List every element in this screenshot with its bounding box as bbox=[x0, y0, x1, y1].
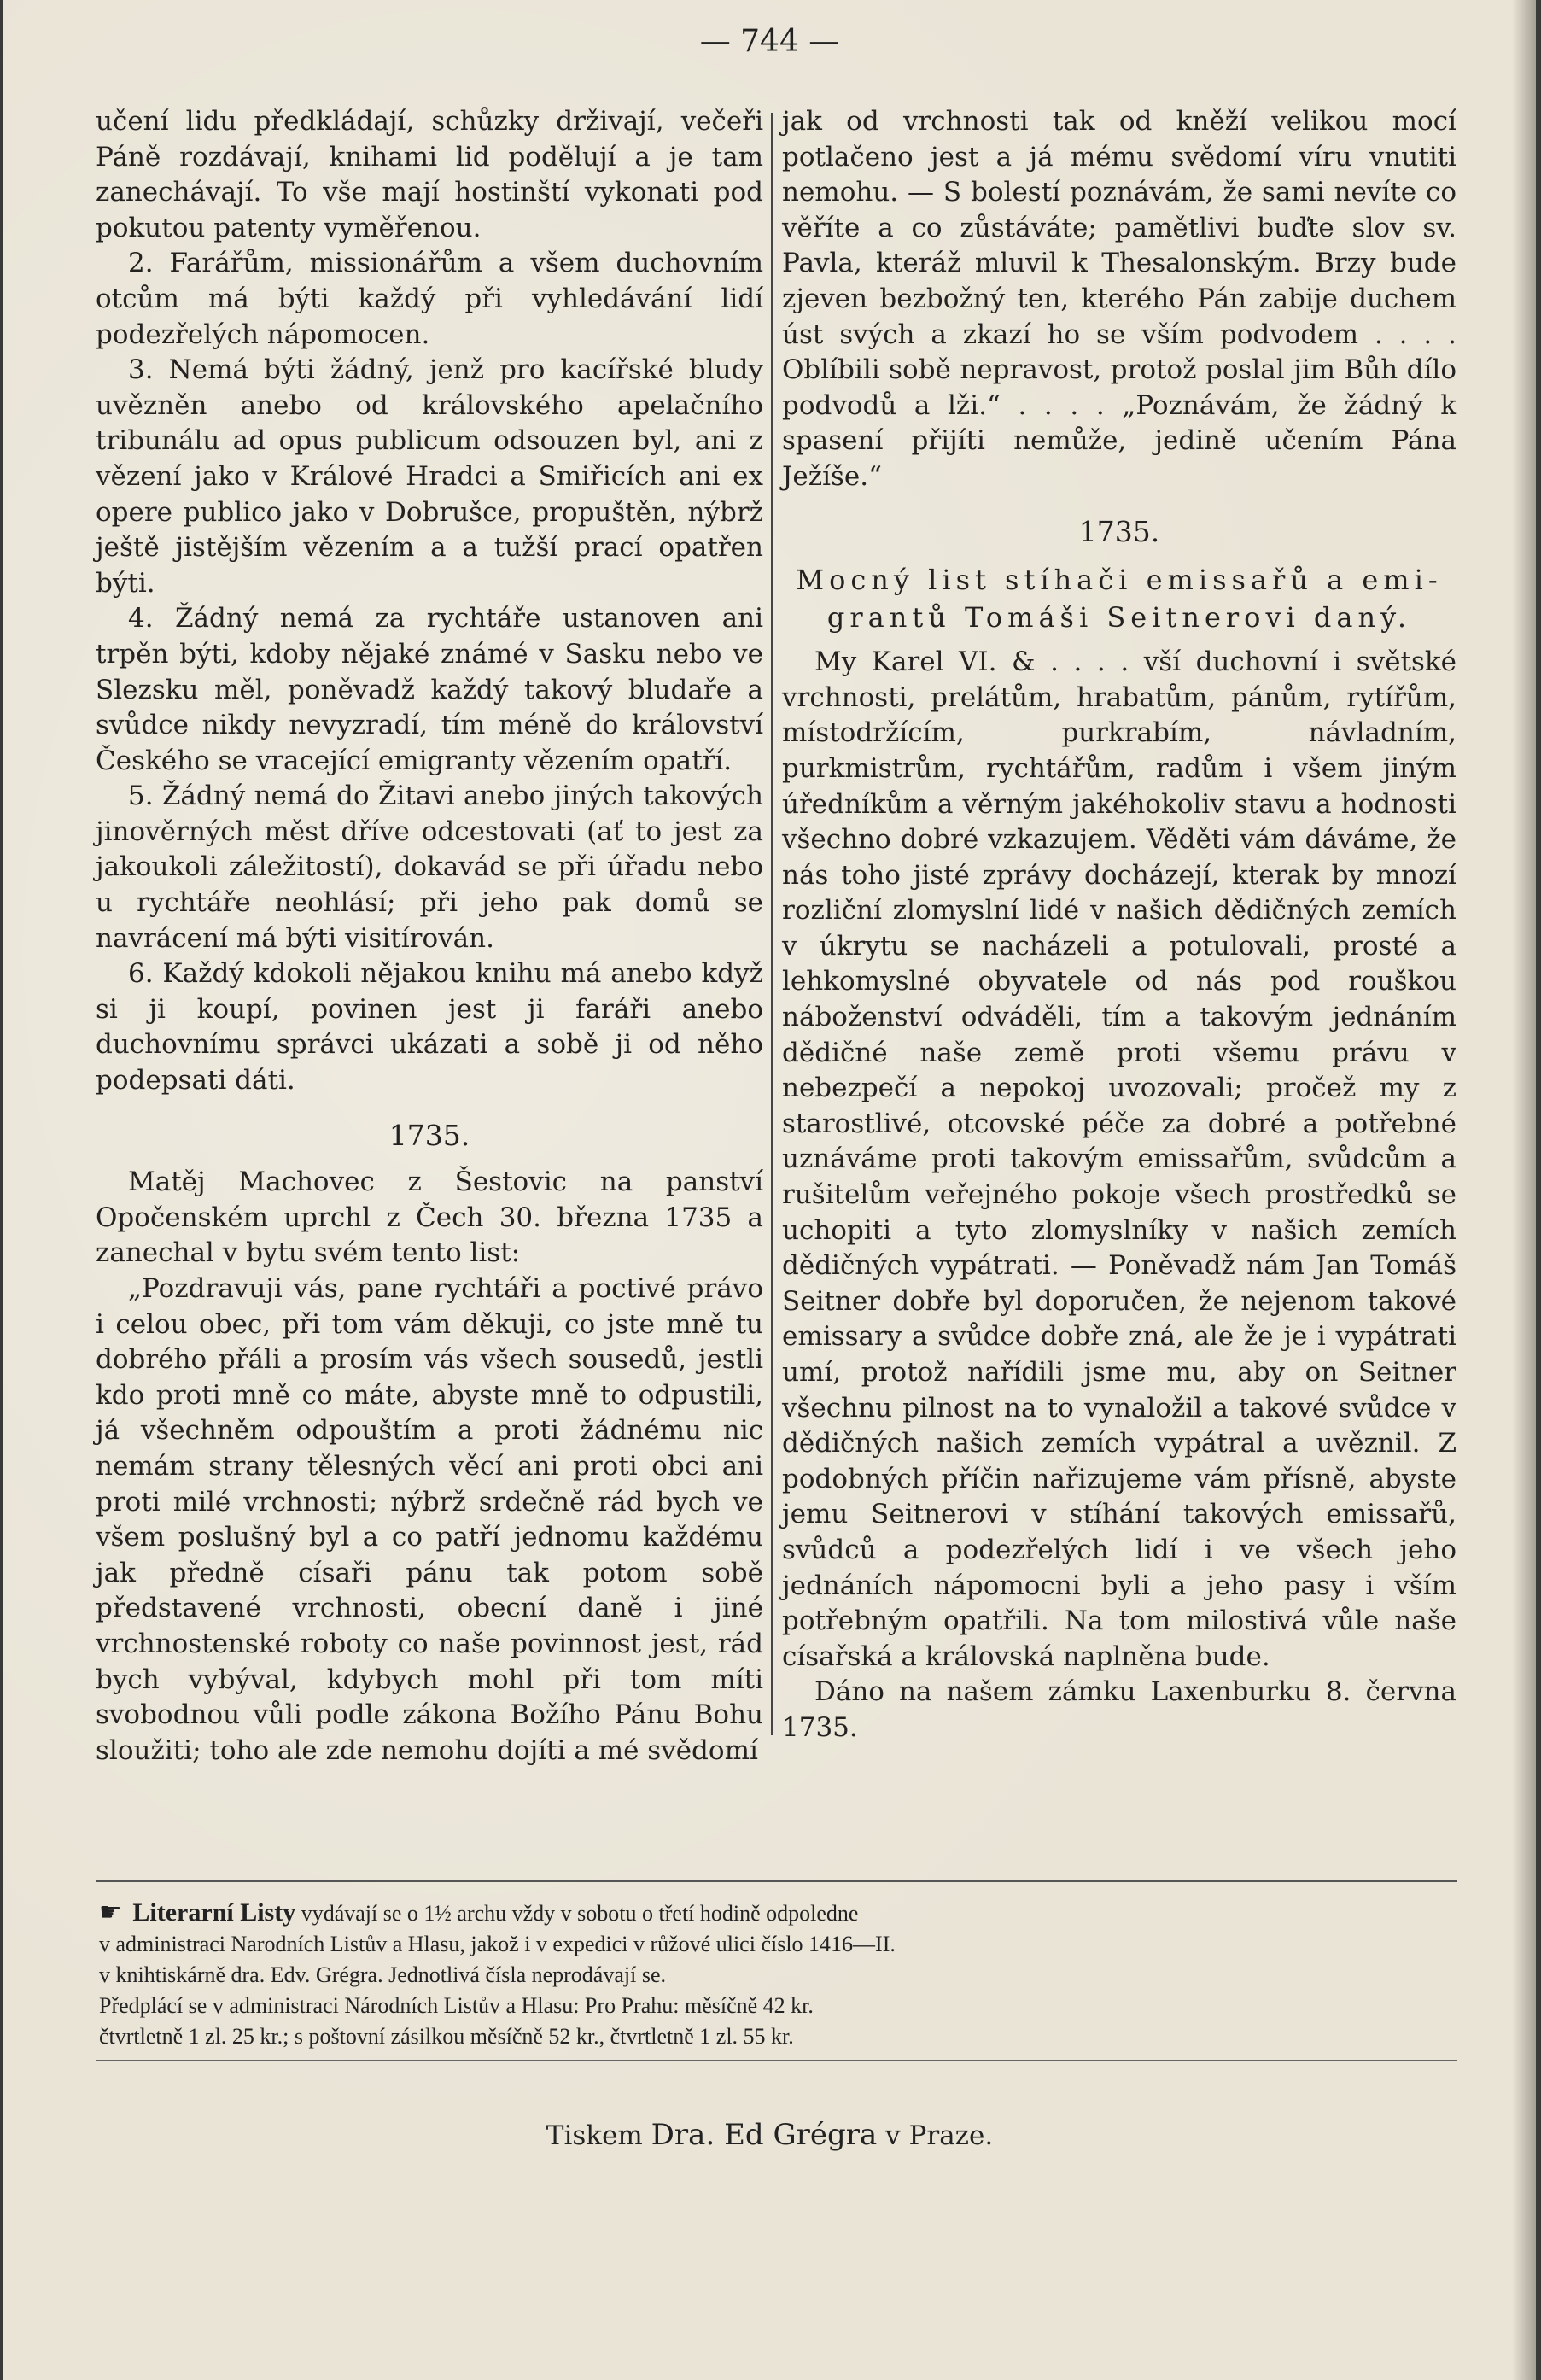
printer-prefix: Tiskem bbox=[546, 2120, 643, 2151]
footer-text-2: v administraci Narodních Listův a Hlasu, jakož i v expedici v růžové ulici číslo 1416—II. bbox=[99, 1932, 896, 1956]
footer-rule-bottom bbox=[96, 2060, 1457, 2061]
article-title bbox=[782, 561, 1456, 636]
page-header bbox=[3, 24, 1536, 59]
printer-suffix: v Praze. bbox=[885, 2120, 994, 2151]
left-paragraph-3: 3. Nemá býti žádný, jenž pro kacířské bludy uvězněn anebo od královského apelačního tribunálu ad opus publicum odsouzen byl, ani z vězení jako v Králové Hradci a Smiřicích ani ex opere publico jako v Dobrušce, propuštěn, nýbrž ještě jistějším vězením a a tužší prací opatřen býti. bbox=[96, 354, 763, 599]
journal-title: Literarní Listy bbox=[132, 1898, 296, 1927]
right-paragraph-3: Dáno na našem zámku Laxenburku 8. června 1735. bbox=[782, 1676, 1456, 1743]
column-divider bbox=[771, 113, 773, 1735]
left-paragraph-7: Matěj Machovec z Šestovic na panství Opočenském uprchl z Čech 30. března 1735 a zanechal v bytu svém tento list: bbox=[96, 1167, 763, 1269]
left-paragraph-4: 4. Žádný nemá za rychtáře ustanoven ani trpěn býti, kdoby nějaké známé v Sasku nebo ve Slezsku měl, poněvadž každý takový bludaře a svůdce nikdy nevyzradí, tím méně do království Českého se vracející emigranty vězením opatří. bbox=[96, 603, 763, 776]
footer-text-4: Předplácí se v administraci Národních Listův a Hlasu: Pro Prahu: měsíčně 42 kr. bbox=[99, 1993, 814, 2018]
right-paragraph-1: jak od vrchnosti tak od kněží velikou mocí potlačeno jest a já mému svědomí víru vnutiti nemohu. — S bolestí poznávám, že sami nevíte co věříte a co zůstáváte; pamětlivi buďte slov sv. Pavla, kteráž mluvil k Thesalonským. Brzy bude zjeven bezbožný ten, kterého Pán zabije duchem úst svých a zkazí ho se vším podvodem . . . . Oblíbili sobě nepravost, protož poslal jim Bůh dílo podvodů a lži.“ . . . . „Poznávám, že žádný k spasení přijíti nemůže, jedině učením Pána Ježíše.“ bbox=[782, 106, 1456, 492]
article-title-line-2: grantů Tomáši Seitnerovi daný. bbox=[826, 601, 1412, 634]
footer-text-1: vydávají se o 1½ archu vždy v sobotu o třetí hodině odpoledne bbox=[301, 1901, 859, 1926]
footer-line-1 bbox=[99, 1898, 1456, 1929]
page-edge-shadow bbox=[1512, 0, 1536, 2380]
right-year-heading: 1735. bbox=[1078, 514, 1160, 548]
printer-imprint bbox=[3, 2118, 1536, 2152]
footer-text-3: v knihtiskárně dra. Edv. Grégra. Jednotlivá čísla neprodávají se. bbox=[99, 1962, 666, 1987]
left-paragraph-8: „Pozdravuji vás, pane rychtáři a poctivé právo i celou obec, při tom vám děkuji, co jste mně tu dobrého přáli a prosím vás všech sousedů, jestli kdo proti mně co máte, abyste mně to odpustili, já všechněm odpouštím a proti žádnému nic nemám strany tělesných věcí ani proti obci ani proti milé vrchnosti; nýbrž srdečně rád bych ve všem poslušný byl a co patří jednomu každému jak předně císaři pánu tak potom sobě představené vrchnosti, obecní daně i jiné vrchnostenské roboty co naše povinnost jest, rád bych vybýval, kdybych mohl při tom míti svobodnou vůli podle zákona Božího Pánu Bohu sloužiti; toho ale zde nemohu dojíti a mé svědomí bbox=[96, 1273, 763, 1766]
printer-name: Dra. Ed Grégra bbox=[651, 2118, 878, 2152]
left-paragraph-5: 5. Žádný nemá do Žitavi anebo jiných takových jinověrných měst dříve odcestovati (ať to jest za jakoukoli záležitostí), dokavád se při úřadu nebo u rychtáře neohlásí; při jeho pak domů se navrácení má býti visitírován. bbox=[96, 781, 763, 954]
left-year-heading: 1735. bbox=[388, 1118, 470, 1152]
article-title-line-1: Mocný list stíhači emissařů a emi- bbox=[796, 564, 1443, 597]
page-number: — 744 — bbox=[699, 24, 840, 59]
footer-rule-top bbox=[96, 1880, 1457, 1882]
left-paragraph-2: 2. Farářům, missionářům a všem duchovním otcům má býti každý při vyhledávání lidí podezřelých nápomocen. bbox=[96, 248, 763, 350]
newspaper-page bbox=[3, 0, 1536, 2380]
right-paragraph-2: My Karel VI. & . . . . vší duchovní i světské vrchnosti, prelátům, hrabatům, pánům, rytířům, místodržícím, purkrabím, návladním, purkmistrům, rychtářům, radům i všem jiným úředníkům a věrným jakéhokoliv stavu a hodnosti všechno dobré vzkazujem. Věděti vám dáváme, že nás toho jisté zprávy docházejí, kterak by mnozí rozliční zlomyslní lidé v našich dědičných zemích v úkrytu se nacházeli a potulovali, prosté a lehkomyslné obyvatele od nás pod rouškou náboženství odváděli, tím a takovým jednáním dědičné naše země proti všemu právu v nebezpečí a nepokoj uvozovali; pročež my z starostlivé, otcovské péče za dobré a potřebné uznáváme proti takovým emissařům, svůdcům a rušitelům veřejného pokoje všech prostředků se uchopiti a tyto zlomyslníky v našich zemích dědičných vypátrati. — Poněvadž nám Jan Tomáš Seitner dobře byl doporučen, že nejenom takové emissary a svůdce dobře zná, ale že je i vypátrati umí, protož nařídili jsme mu, aby on Seitner všechnu pilnost na to vynaložil a takové svůdce v dědičných našich zemích vypátral a uvěznil. Z podobných příčin nařizujeme vám přísně, abyste jemu Seitnerovi v stíhání takových emissařů, svůdců a podezřelých lidí i ve všech jeho jednáních nápomocni byli a jeho pasy i vším potřebným opatřili. Na tom milostivá vůle naše císařská a královská naplněna bude. bbox=[782, 646, 1456, 1672]
left-paragraph-6: 6. Každý kdokoli nějakou knihu má anebo když si ji koupí, povinen jest ji faráři anebo duchovnímu správci ukázati a sobě ji od něho podepsati dáti. bbox=[96, 958, 763, 1096]
right-column bbox=[782, 104, 1456, 1746]
subscription-footer bbox=[99, 1898, 1456, 2052]
left-paragraph-1: učení lidu předkládají, schůzky drživají, večeři Páně rozdávají, knihami lid podělují a je tam zanechávají. To vše mají hostinští vykonati pod pokutou patenty vyměřenou. bbox=[96, 106, 763, 243]
pointing-hand-icon: ☛ bbox=[99, 1898, 122, 1927]
footer-text-5: čtvrtletně 1 zl. 25 kr.; s poštovní zásilkou měsíčně 52 kr., čtvrtletně 1 zl. 55 kr. bbox=[99, 2024, 794, 2049]
left-column bbox=[96, 104, 763, 1769]
